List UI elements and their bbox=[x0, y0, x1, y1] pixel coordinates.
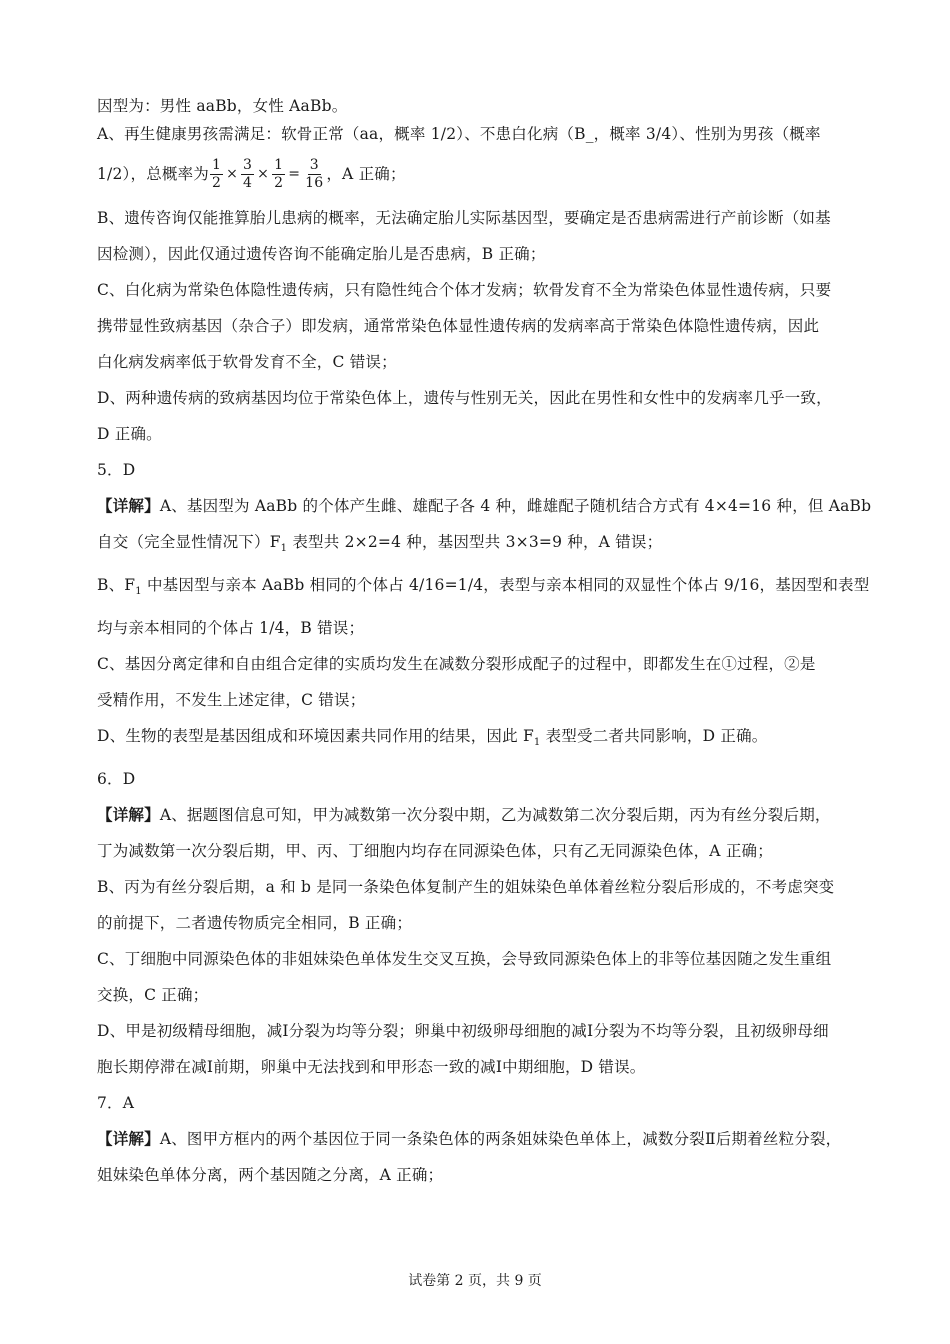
text-line: 姐妹染色单体分离，两个基因随之分离，A 正确； bbox=[97, 1166, 444, 1185]
text-line: C、白化病为常染色体隐性遗传病，只有隐性纯合个体才发病；软骨发育不全为常染色体显性遗传病，只要 bbox=[97, 281, 832, 299]
text-line: 胞长期停滞在减Ⅰ前期，卵巢中无法找到和甲形态一致的减Ⅰ中期细胞，D 错误。 bbox=[97, 1058, 646, 1077]
operator: × bbox=[226, 166, 239, 182]
answer-content bbox=[97, 96, 872, 1201]
text-line bbox=[97, 575, 870, 602]
subscript: 1 bbox=[280, 543, 288, 555]
text-line: 丁为减数第一次分裂后期，甲、丙、丁细胞内均存在同源染色体，只有乙无同源染色体，A 正确； bbox=[97, 842, 773, 861]
text-line: D、两种遗传病的致病基因均位于常染色体上，遗传与性别无关，因此在男性和女性中的发病率几乎一致， bbox=[97, 389, 832, 407]
text-segment: B、F bbox=[97, 576, 136, 595]
fraction bbox=[241, 157, 254, 192]
denominator: 2 bbox=[212, 174, 222, 191]
text-line: C、基因分离定律和自由组合定律的实质均发生在减数分裂形成配子的过程中，即都发生在①过程，②是 bbox=[97, 655, 816, 674]
text-line: 白化病发病率低于软骨发育不全，C 错误； bbox=[97, 353, 397, 371]
question-number: 6．D bbox=[97, 770, 136, 789]
numerator: 3 bbox=[309, 156, 319, 173]
text-line: 的前提下，二者遗传物质完全相同，B 正确； bbox=[97, 914, 413, 933]
text-segment: A、图甲方框内的两个基因位于同一条染色体的两条姐妹染色单体上，减数分裂Ⅱ后期着丝粒分裂， bbox=[159, 1130, 842, 1149]
text-line: 受精作用，不发生上述定律，C 错误； bbox=[97, 691, 366, 710]
denominator: 16 bbox=[305, 174, 324, 191]
text-segment: 自交（完全显性情况下）F bbox=[97, 533, 281, 551]
subscript: 1 bbox=[135, 586, 142, 598]
question-number: 5．D bbox=[97, 461, 136, 479]
text-segment: D、生物的表型是基因组成和环境因素共同作用的结果，因此 F bbox=[97, 727, 534, 746]
text-line: B、丙为有丝分裂后期，a 和 b 是同一条染色体复制产生的姐妹染色单体着丝粒分裂后形成的，不考虑突变 bbox=[97, 878, 835, 897]
operator: × bbox=[257, 166, 270, 182]
text-line bbox=[97, 496, 872, 516]
operator: = bbox=[288, 166, 301, 182]
detail-tag: 【详解】 bbox=[97, 1129, 160, 1149]
text-line: 携带显性致病基因（杂合子）即发病，通常常染色体显性遗传病的发病率高于常染色体隐性遗传病，因此 bbox=[97, 317, 820, 335]
question-number: 7．A bbox=[97, 1094, 135, 1113]
text-segment: A、据题图信息可知，甲为减数第一次分裂中期，乙为减数第二次分裂后期，丙为有丝分裂后期， bbox=[159, 806, 831, 825]
fraction bbox=[303, 157, 325, 192]
text-line: 均与亲本相同的个体占 1/4，B 错误； bbox=[97, 619, 365, 638]
probability-formula-line bbox=[97, 152, 860, 196]
fraction bbox=[210, 157, 223, 192]
denominator: 2 bbox=[274, 174, 284, 191]
text-segment: 中基因型与亲本 AaBb 相同的个体占 4/16=1/4，表型与亲本相同的双显性个体占 9/16，基因型和表型 bbox=[141, 576, 870, 595]
numerator: 3 bbox=[243, 156, 253, 173]
text-line bbox=[97, 805, 860, 825]
denominator: 4 bbox=[243, 174, 253, 191]
text-segment: A、基因型为 AaBb 的个体产生雌、雄配子各 4 种，雌雄配子随机结合方式有 4×4=16 种，但 AaBb bbox=[159, 497, 872, 515]
text-segment: ，A 正确； bbox=[326, 165, 406, 183]
text-line: C、丁细胞中同源染色体的非姐妹染色单体发生交叉互换，会导致同源染色体上的非等位基因随之发生重组 bbox=[97, 950, 832, 969]
text-line: D、甲是初级精母细胞，减Ⅰ分裂为均等分裂；卵巢中初级卵母细胞的减Ⅰ分裂为不均等分裂，且初级卵母细 bbox=[97, 1022, 829, 1041]
text-line: 交换，C 正确； bbox=[97, 986, 209, 1005]
detail-tag: 【详解】 bbox=[97, 805, 160, 825]
numerator: 1 bbox=[212, 156, 222, 173]
text-line: B、遗传咨询仅能推算胎儿患病的概率，无法确定胎儿实际基因型，要确定是否患病需进行产前诊断（如基 bbox=[97, 209, 831, 227]
numerator: 1 bbox=[274, 156, 284, 173]
subscript: 1 bbox=[533, 737, 541, 749]
text-line bbox=[97, 532, 860, 559]
text-segment: 表型受二者共同影响，D 正确。 bbox=[540, 727, 768, 746]
page-footer: 试卷第 2 页，共 9 页 bbox=[408, 1273, 542, 1289]
text-line: A、再生健康男孩需满足：软骨正常（aa，概率 1/2）、不患白化病（B_，概率 3/4）、性别为男孩（概率 bbox=[97, 125, 821, 143]
text-line bbox=[97, 1129, 860, 1149]
text-segment: 表型共 2×2=4 种，基因型共 3×3=9 种，A 错误； bbox=[287, 533, 663, 551]
detail-tag: 【详解】 bbox=[97, 496, 160, 515]
text-segment: 1/2），总概率为 bbox=[97, 165, 209, 183]
text-line: 因型为：男性 aaBb，女性 AaBb。 bbox=[97, 97, 348, 115]
fraction bbox=[272, 157, 285, 192]
text-line: 因检测），因此仅通过遗传咨询不能确定胎儿是否患病，B 正确； bbox=[97, 245, 546, 263]
text-line: D 正确。 bbox=[97, 425, 162, 443]
text-line bbox=[97, 726, 860, 753]
